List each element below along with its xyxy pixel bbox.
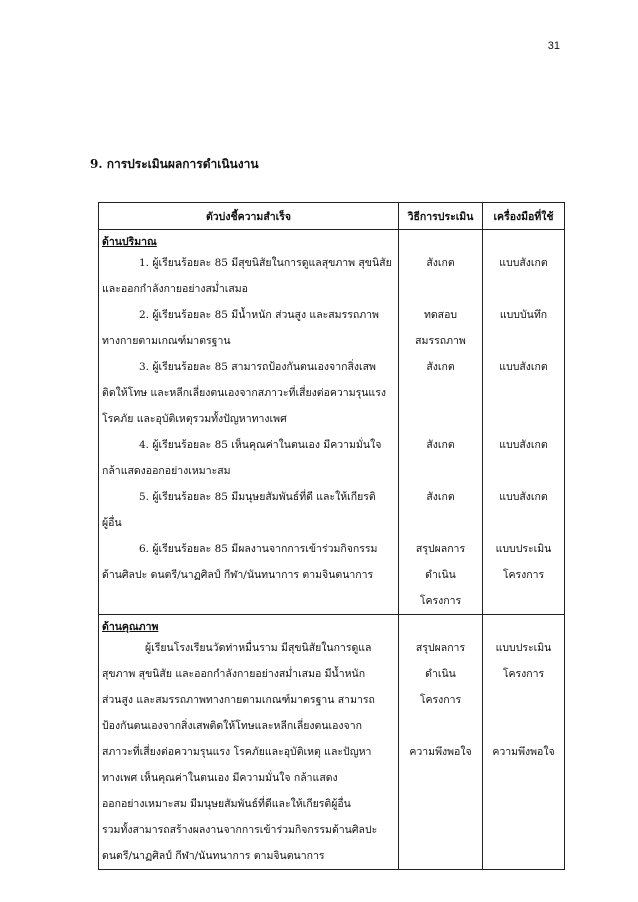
quality-title: ด้านคุณภาพ xyxy=(102,621,159,633)
quantity-item-3-line-3: โรคภัย และอุบัติเหตุรวมทั้งปัญหาทางเพศ xyxy=(102,413,287,425)
quality-indicators xyxy=(99,615,399,870)
quality-methods xyxy=(399,615,483,870)
section-heading: 9. การประเมินผลการดำเนินงาน xyxy=(90,157,259,171)
quantity-methods xyxy=(399,230,483,615)
quantity-title: ด้านปริมาณ xyxy=(102,236,157,248)
quantity-indicators xyxy=(99,230,399,615)
quantity-tool-2: แบบบันทึก xyxy=(499,309,548,321)
quantity-tool-6-a: แบบประเมิน xyxy=(495,543,552,555)
quality-line-6: ทางเพศ เห็นคุณค่าในตนเอง มีความมั่นใจ กล้าแสดง xyxy=(102,772,338,784)
quantity-item-2-line-1: 2. ผู้เรียนร้อยละ 85 มีน้ำหนัก ส่วนสูง และสมรรถภาพ xyxy=(139,309,379,321)
quantity-tool-5: แบบสังเกต xyxy=(499,491,548,503)
quality-tool-1-b: โครงการ xyxy=(502,668,545,680)
quantity-method-2-b: สมรรถภาพ xyxy=(415,335,466,347)
quantity-item-4-line-1: 4. ผู้เรียนร้อยละ 85 เห็นคุณค่าในตนเอง มีความมั่นใจ xyxy=(139,439,382,451)
quantity-method-6-a: สรุปผลการ xyxy=(415,543,466,555)
quantity-method-1: สังเกต xyxy=(426,257,455,269)
evaluation-table xyxy=(98,202,565,870)
quantity-item-6-line-1: 6. ผู้เรียนร้อยละ 85 มีผลงานจากการเข้าร่วมกิจกรรม xyxy=(139,543,378,555)
header-method: วิธีการประเมิน xyxy=(399,203,483,230)
quality-line-2: สุขภาพ สุขนิสัย และออกกำลังกายอย่างสม่ำเสมอ มีน้ำหนัก xyxy=(102,668,366,680)
quality-tool-1-a: แบบประเมิน xyxy=(495,642,552,654)
quantity-tool-4: แบบสังเกต xyxy=(499,439,548,451)
quantity-method-4: สังเกต xyxy=(426,439,455,451)
quality-tool-2: ความพึงพอใจ xyxy=(492,746,555,758)
quality-method-1-b: ดำเนิน xyxy=(425,668,456,680)
quality-row xyxy=(99,615,565,870)
quality-line-4: ป้องกันตนเองจากสิ่งเสพติดให้โทษและหลีกเลี่ยงตนเองจาก xyxy=(102,720,362,732)
quantity-method-6-b: ดำเนิน xyxy=(425,569,456,581)
quantity-item-4-line-2: กล้าแสดงออกอย่างเหมาะสม xyxy=(102,465,231,477)
page-number: 31 xyxy=(547,40,560,52)
quantity-tool-6-b: โครงการ xyxy=(502,569,545,581)
quantity-method-3: สังเกต xyxy=(426,361,455,373)
quantity-item-6-line-2: ด้านศิลปะ ดนตรี/นาฏศิลป์ กีฬา/นันทนาการ ตามจินตนาการ xyxy=(102,569,374,581)
quality-line-8: รวมทั้งสามารถสร้างผลงานจากการเข้าร่วมกิจกรรมด้านศิลปะ xyxy=(102,824,378,836)
quantity-item-2-line-2: ทางกายตามเกณฑ์มาตรฐาน xyxy=(102,335,231,347)
quality-method-2: ความพึงพอใจ xyxy=(409,746,472,758)
quantity-method-6-c: โครงการ xyxy=(419,595,462,607)
quantity-item-1-line-1: 1. ผู้เรียนร้อยละ 85 มีสุขนิสัยในการดูแลสุขภาพ สุขนิสัย xyxy=(139,257,392,269)
header-indicator: ตัวบ่งชี้ความสำเร็จ xyxy=(99,203,399,230)
quality-line-9: ดนตรี/นาฏศิลป์ กีฬา/นันทนาการ ตามจินตนาการ xyxy=(102,850,325,862)
table-header-row xyxy=(99,203,565,230)
quality-line-5: สภาวะที่เสี่ยงต่อความรุนแรง โรคภัยและอุบัติเหตุ และปัญหา xyxy=(102,746,372,758)
quantity-item-5-line-2: ผู้อื่น xyxy=(102,517,122,529)
quantity-row xyxy=(99,230,565,615)
quantity-method-5: สังเกต xyxy=(426,491,455,503)
quantity-item-5-line-1: 5. ผู้เรียนร้อยละ 85 มีมนุษยสัมพันธ์ที่ดี และให้เกียรติ xyxy=(139,491,376,503)
quality-method-1-a: สรุปผลการ xyxy=(415,642,466,654)
quantity-tool-1: แบบสังเกต xyxy=(499,257,548,269)
quality-line-7: ออกอย่างเหมาะสม มีมนุษยสัมพันธ์ที่ดีและให้เกียรติผู้อื่น xyxy=(102,798,351,810)
quantity-item-3-line-1: 3. ผู้เรียนร้อยละ 85 สามารถป้องกันตนเองจากสิ่งเสพ xyxy=(139,361,376,373)
quantity-tools xyxy=(483,230,565,615)
quantity-method-2-a: ทดสอบ xyxy=(423,309,458,321)
quantity-item-3-line-2: ติดให้โทษ และหลีกเลี่ยงตนเองจากสภาวะที่เสี่ยงต่อความรุนแรง xyxy=(102,387,386,399)
quality-method-1-c: โครงการ xyxy=(419,694,462,706)
header-tool: เครื่องมือที่ใช้ xyxy=(483,203,565,230)
quality-tools xyxy=(483,615,565,870)
quantity-tool-3: แบบสังเกต xyxy=(499,361,548,373)
quality-line-1: ผู้เรียนโรงเรียนวัดท่าหมื่นราม มีสุขนิสัยในการดูแล xyxy=(145,642,372,654)
quality-line-3: ส่วนสูง และสมรรถภาพทางกายตามเกณฑ์มาตรฐาน สามารถ xyxy=(102,694,375,706)
quantity-item-1-line-2: และออกกำลังกายอย่างสม่ำเสมอ xyxy=(102,283,248,295)
